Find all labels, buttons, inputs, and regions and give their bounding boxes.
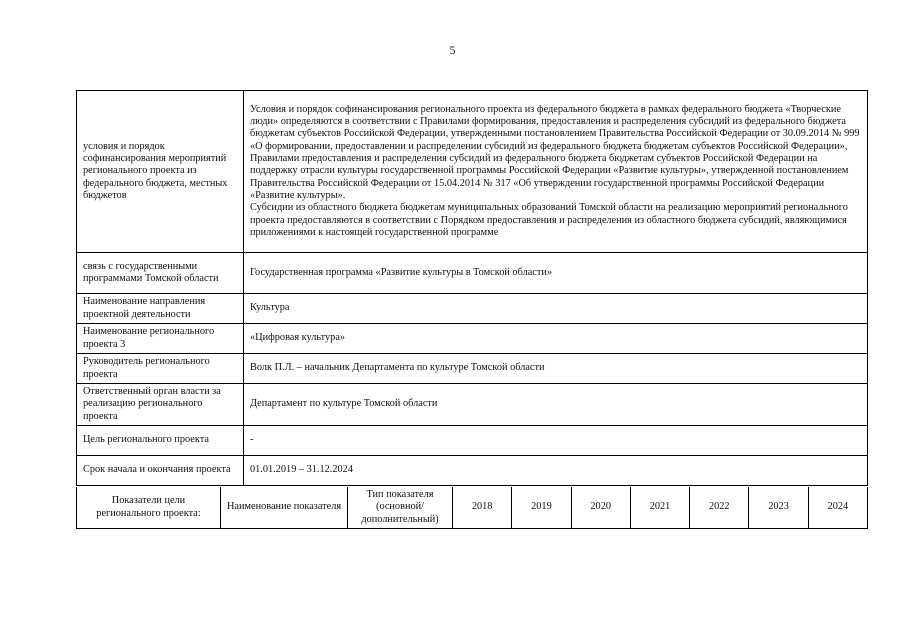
- table-row: [77, 384, 868, 426]
- year-header: 2021: [630, 487, 689, 529]
- table-row: [77, 294, 868, 324]
- page-number: 5: [449, 43, 456, 57]
- row-label: Наименование направления проектной деятельности: [77, 294, 244, 324]
- row-label: Ответственный орган власти за реализацию регионального проекта: [77, 384, 244, 426]
- year-header: 2019: [512, 487, 571, 529]
- paragraph: Условия и порядок софинансирования регионального проекта из федерального бюджета в рамках федерального бюджета «Творческие люди» определяются в соответствии с Правилами формирования, предоставления и распределения субсидий из федерального бюджета бюджетам субъектов Российской Федерации, утвержденными постановлением Правительства Российской Федерации от 30.09.2014 № 999 «О формировании, предоставлении и распределении субсидий из федерального бюджета бюджетам субъектов Российской Федерации», Правилами предоставления и распределения субсидий из федерального бюджета бюджетам субъектов Российской Федерации на поддержку отрасли культуры государственной программы Российской Федерации «Развитие культуры», утвержденной постановлением Правительства Российской Федерации от 15.04.2014 № 317 «Об утверждении государственной программы Российской Федерации «Развитие культуры».: [250, 103, 860, 201]
- table-row: [77, 354, 868, 384]
- row-label: Цель регионального проекта: [77, 426, 244, 456]
- row-value: 01.01.2019 – 31.12.2024: [244, 456, 868, 486]
- row-value: Волк П.Л. – начальник Департамента по культуре Томской области: [244, 354, 868, 384]
- year-header: 2023: [749, 487, 808, 529]
- indicator-name-header: Наименование показателя: [221, 487, 348, 529]
- table-row: [77, 253, 868, 294]
- year-header: 2018: [453, 487, 512, 529]
- row-value: «Цифровая культура»: [244, 324, 868, 354]
- indicator-type-header: Тип показателя (основной/ дополнительный): [348, 487, 453, 529]
- row-label: Руководитель регионального проекта: [77, 354, 244, 384]
- table-row: [77, 426, 868, 456]
- row-label: Наименование регионального проекта 3: [77, 324, 244, 354]
- row-value: Государственная программа «Развитие культуры в Томской области»: [244, 253, 868, 294]
- indicators-table: [76, 487, 868, 529]
- year-header: 2024: [808, 487, 867, 529]
- paragraph: Субсидии из областного бюджета бюджетам муниципальных образований Томской области на реализацию мероприятий регионального проекта предоставляются в соответствии с Порядком предоставления и распределения из областного бюджета субсидий, являющимися приложениями к настоящей государственной программе: [250, 202, 848, 238]
- row-label: Срок начала и окончания проекта: [77, 456, 244, 486]
- row-value: -: [244, 426, 868, 456]
- table-row: [77, 324, 868, 354]
- year-header: 2020: [571, 487, 630, 529]
- row-value: [244, 91, 868, 253]
- table-row: [77, 91, 868, 253]
- indicators-header-row: [77, 487, 868, 529]
- indicators-goal-header: Показатели цели регионального проекта:: [77, 487, 221, 529]
- row-label: связь с государственными программами Томской области: [77, 253, 244, 294]
- row-label: условия и порядок софинансирования мероприятий регионального проекта из федерального бюджета, местных бюджетов: [77, 91, 244, 253]
- row-value: Департамент по культуре Томской области: [244, 384, 868, 426]
- project-passport-table: [76, 90, 868, 486]
- row-value: Культура: [244, 294, 868, 324]
- table-row: [77, 456, 868, 486]
- year-header: 2022: [690, 487, 749, 529]
